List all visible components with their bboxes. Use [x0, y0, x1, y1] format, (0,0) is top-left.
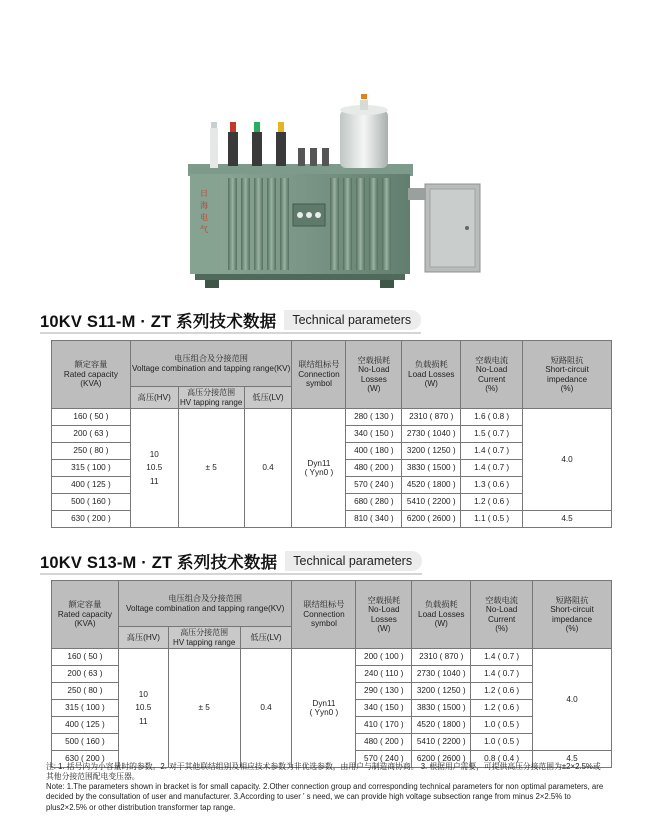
header-noload-losses: 空载损耗 No-Load Losses (W): [356, 581, 412, 649]
cell-hv-tapping: ± 5: [168, 649, 240, 768]
cell-noload-losses: 570 ( 240 ): [356, 751, 412, 768]
table1-title-sub: Technical parameters: [284, 310, 421, 330]
header-capacity: 额定容量 Rated capacity (KVA): [52, 581, 119, 649]
cell-noload-current: 1.5 ( 0.7 ): [461, 426, 523, 443]
cell-load-losses: 2310 ( 870 ): [412, 649, 471, 666]
cell-noload-current: 1.0 ( 0.5 ): [471, 717, 533, 734]
cell-impedance: 4.0: [533, 649, 612, 751]
cell-load-losses: 3200 ( 1250 ): [402, 443, 461, 460]
header-load-losses: 负载损耗 Load Losses (W): [412, 581, 471, 649]
cell-capacity: 315 ( 100 ): [52, 460, 131, 477]
cell-capacity: 630 ( 200 ): [52, 511, 131, 528]
svg-text:海: 海: [200, 201, 208, 210]
cell-noload-current: 1.6 ( 0.8 ): [461, 409, 523, 426]
cell-noload-current: 1.4 ( 0.7 ): [461, 460, 523, 477]
header-impedance: 短路阻抗 Short-circuit impedance (%): [523, 341, 612, 409]
header-noload-current: 空载电流 No-Load Current (%): [461, 341, 523, 409]
cell-load-losses: 6200 ( 2600 ): [402, 511, 461, 528]
cell-connection: [292, 409, 346, 528]
cell-lv: 0.4: [240, 649, 292, 768]
notes-cn: 注: 1. 括号内为小容量时的参数。2. 对于其他联结组别及相应技术参数为非优选参数，由用户与制造商协商。 3. 根据用户需要，可提供高压分接范围为±2×2.5%或其他分接范围配电变压器。: [46, 762, 601, 782]
table-row: [52, 649, 612, 666]
spec-table-s11: [51, 340, 612, 528]
notes: [46, 762, 606, 813]
cell-connection: [292, 649, 356, 768]
cell-impedance: 4.0: [523, 409, 612, 511]
header-hv: 高压(HV): [130, 387, 178, 409]
cell-noload-losses: 480 ( 200 ): [346, 460, 402, 477]
cell-noload-losses: 200 ( 100 ): [356, 649, 412, 666]
header-lv: 低压(LV): [244, 387, 292, 409]
header-voltage: 电压组合及分接范围 Voltage combination and tapping range(KV): [118, 581, 292, 627]
header-noload-losses: 空载损耗 No-Load Losses (W): [346, 341, 402, 409]
connection-value: Dyn11: [307, 458, 331, 468]
cell-load-losses: 3830 ( 1500 ): [402, 460, 461, 477]
cell-load-losses: 2730 ( 1040 ): [412, 666, 471, 683]
connection-alt-value: ( Yyn0 ): [309, 708, 339, 717]
cell-hv-tapping: ± 5: [178, 409, 244, 528]
cell-noload-current: 1.3 ( 0.6 ): [461, 477, 523, 494]
cell-capacity: 500 ( 160 ): [52, 734, 119, 751]
cell-impedance: 4.5: [523, 511, 612, 528]
cell-load-losses: 4520 ( 1800 ): [402, 477, 461, 494]
cell-capacity: 630 ( 200 ): [52, 751, 119, 768]
cell-noload-losses: 570 ( 240 ): [346, 477, 402, 494]
cell-capacity: 200 ( 63 ): [52, 666, 119, 683]
cell-noload-current: 1.2 ( 0.6 ): [471, 683, 533, 700]
svg-text:电: 电: [200, 213, 208, 222]
cell-noload-current: 1.1 ( 0.5 ): [461, 511, 523, 528]
header-load-losses: 负载损耗 Load Losses (W): [402, 341, 461, 409]
cell-capacity: 315 ( 100 ): [52, 700, 119, 717]
header-hv: 高压(HV): [118, 627, 168, 649]
cell-load-losses: 4520 ( 1800 ): [412, 717, 471, 734]
table2-title-sub: Technical parameters: [285, 551, 422, 571]
cell-capacity: 400 ( 125 ): [52, 717, 119, 734]
cell-noload-current: 1.4 ( 0.7 ): [471, 649, 533, 666]
brand-logo: 日: [200, 189, 208, 198]
cell-noload-losses: 340 ( 150 ): [346, 426, 402, 443]
notes-en: Note: 1.The parameters shown in bracket is for small capacity. 2.Other connection group and corresponding technical parameters for non optimal parameters, are decided by the consultation of user and manufacturer. 3.According to user ' s need, we can provide high voltage subsection range from minus 2×2.5% to plus2×2.5% or other distribution transformer tap range.: [46, 782, 604, 812]
connection-alt-value: ( Yyn0 ): [304, 468, 334, 477]
header-voltage: 电压组合及分接范围 Voltage combination and tapping range(KV): [130, 341, 292, 387]
header-connection: 联结组标号 Connection symbol: [292, 341, 346, 409]
cell-impedance: 4.5: [533, 751, 612, 768]
cell-hv: [130, 409, 178, 528]
cell-load-losses: 2310 ( 870 ): [402, 409, 461, 426]
header-impedance: 短路阻抗 Short-circuit impedance (%): [533, 581, 612, 649]
cell-noload-losses: 280 ( 130 ): [346, 409, 402, 426]
hv-value: 10.5: [135, 703, 152, 713]
table2-title-main: 10KV S13-M · ZT 系列技术数据: [40, 554, 278, 572]
cell-noload-current: 0.8 ( 0.4 ): [471, 751, 533, 768]
cell-noload-losses: 480 ( 200 ): [356, 734, 412, 751]
table2-title: [40, 549, 422, 575]
cell-noload-current: 1.4 ( 0.7 ): [461, 443, 523, 460]
cell-noload-losses: 810 ( 340 ): [346, 511, 402, 528]
connection-value: Dyn11: [312, 698, 336, 708]
cell-load-losses: 5410 ( 2200 ): [402, 494, 461, 511]
cell-capacity: 500 ( 160 ): [52, 494, 131, 511]
cell-noload-losses: 680 ( 280 ): [346, 494, 402, 511]
table1-title: [40, 308, 421, 334]
cell-capacity: 160 ( 50 ): [52, 649, 119, 666]
hv-value: 11: [139, 716, 148, 726]
cell-capacity: 250 ( 80 ): [52, 443, 131, 460]
cell-capacity: 250 ( 80 ): [52, 683, 119, 700]
cell-capacity: 160 ( 50 ): [52, 409, 131, 426]
cell-noload-current: 1.0 ( 0.5 ): [471, 734, 533, 751]
transformer-photo: [180, 92, 510, 297]
cell-load-losses: 5410 ( 2200 ): [412, 734, 471, 751]
cell-noload-losses: 340 ( 150 ): [356, 700, 412, 717]
cell-noload-losses: 240 ( 110 ): [356, 666, 412, 683]
header-lv: 低压(LV): [240, 627, 292, 649]
hv-value: 10: [138, 689, 148, 699]
cell-noload-losses: 410 ( 170 ): [356, 717, 412, 734]
header-noload-current: 空载电流 No-Load Current (%): [471, 581, 533, 649]
hv-bushings: [228, 122, 286, 166]
cell-load-losses: 6200 ( 2600 ): [412, 751, 471, 768]
cell-capacity: 200 ( 63 ): [52, 426, 131, 443]
cell-noload-losses: 400 ( 180 ): [346, 443, 402, 460]
hv-value: 11: [150, 476, 159, 486]
cell-load-losses: 2730 ( 1040 ): [402, 426, 461, 443]
cell-capacity: 400 ( 125 ): [52, 477, 131, 494]
cell-load-losses: 3200 ( 1250 ): [412, 683, 471, 700]
header-hv-tapping: 高压分接范围 HV tapping range: [168, 627, 240, 649]
header-capacity: 额定容量 Rated capacity (KVA): [52, 341, 131, 409]
header-connection: 联结组标号 Connection symbol: [292, 581, 356, 649]
cell-noload-losses: 290 ( 130 ): [356, 683, 412, 700]
table1-title-main: 10KV S11-M · ZT 系列技术数据: [40, 313, 277, 331]
svg-text:气: 气: [200, 225, 208, 234]
table-row: [52, 409, 612, 426]
cell-noload-current: 1.2 ( 0.6 ): [471, 700, 533, 717]
cell-hv: [118, 649, 168, 768]
cell-load-losses: 3830 ( 1500 ): [412, 700, 471, 717]
cell-noload-current: 1.2 ( 0.6 ): [461, 494, 523, 511]
spec-table-s13: [51, 580, 612, 768]
header-hv-tapping: 高压分接范围 HV tapping range: [180, 388, 243, 407]
hv-value: 10.5: [146, 463, 163, 473]
cell-noload-current: 1.4 ( 0.7 ): [471, 666, 533, 683]
hv-value: 10: [149, 449, 159, 459]
cell-lv: 0.4: [244, 409, 292, 528]
